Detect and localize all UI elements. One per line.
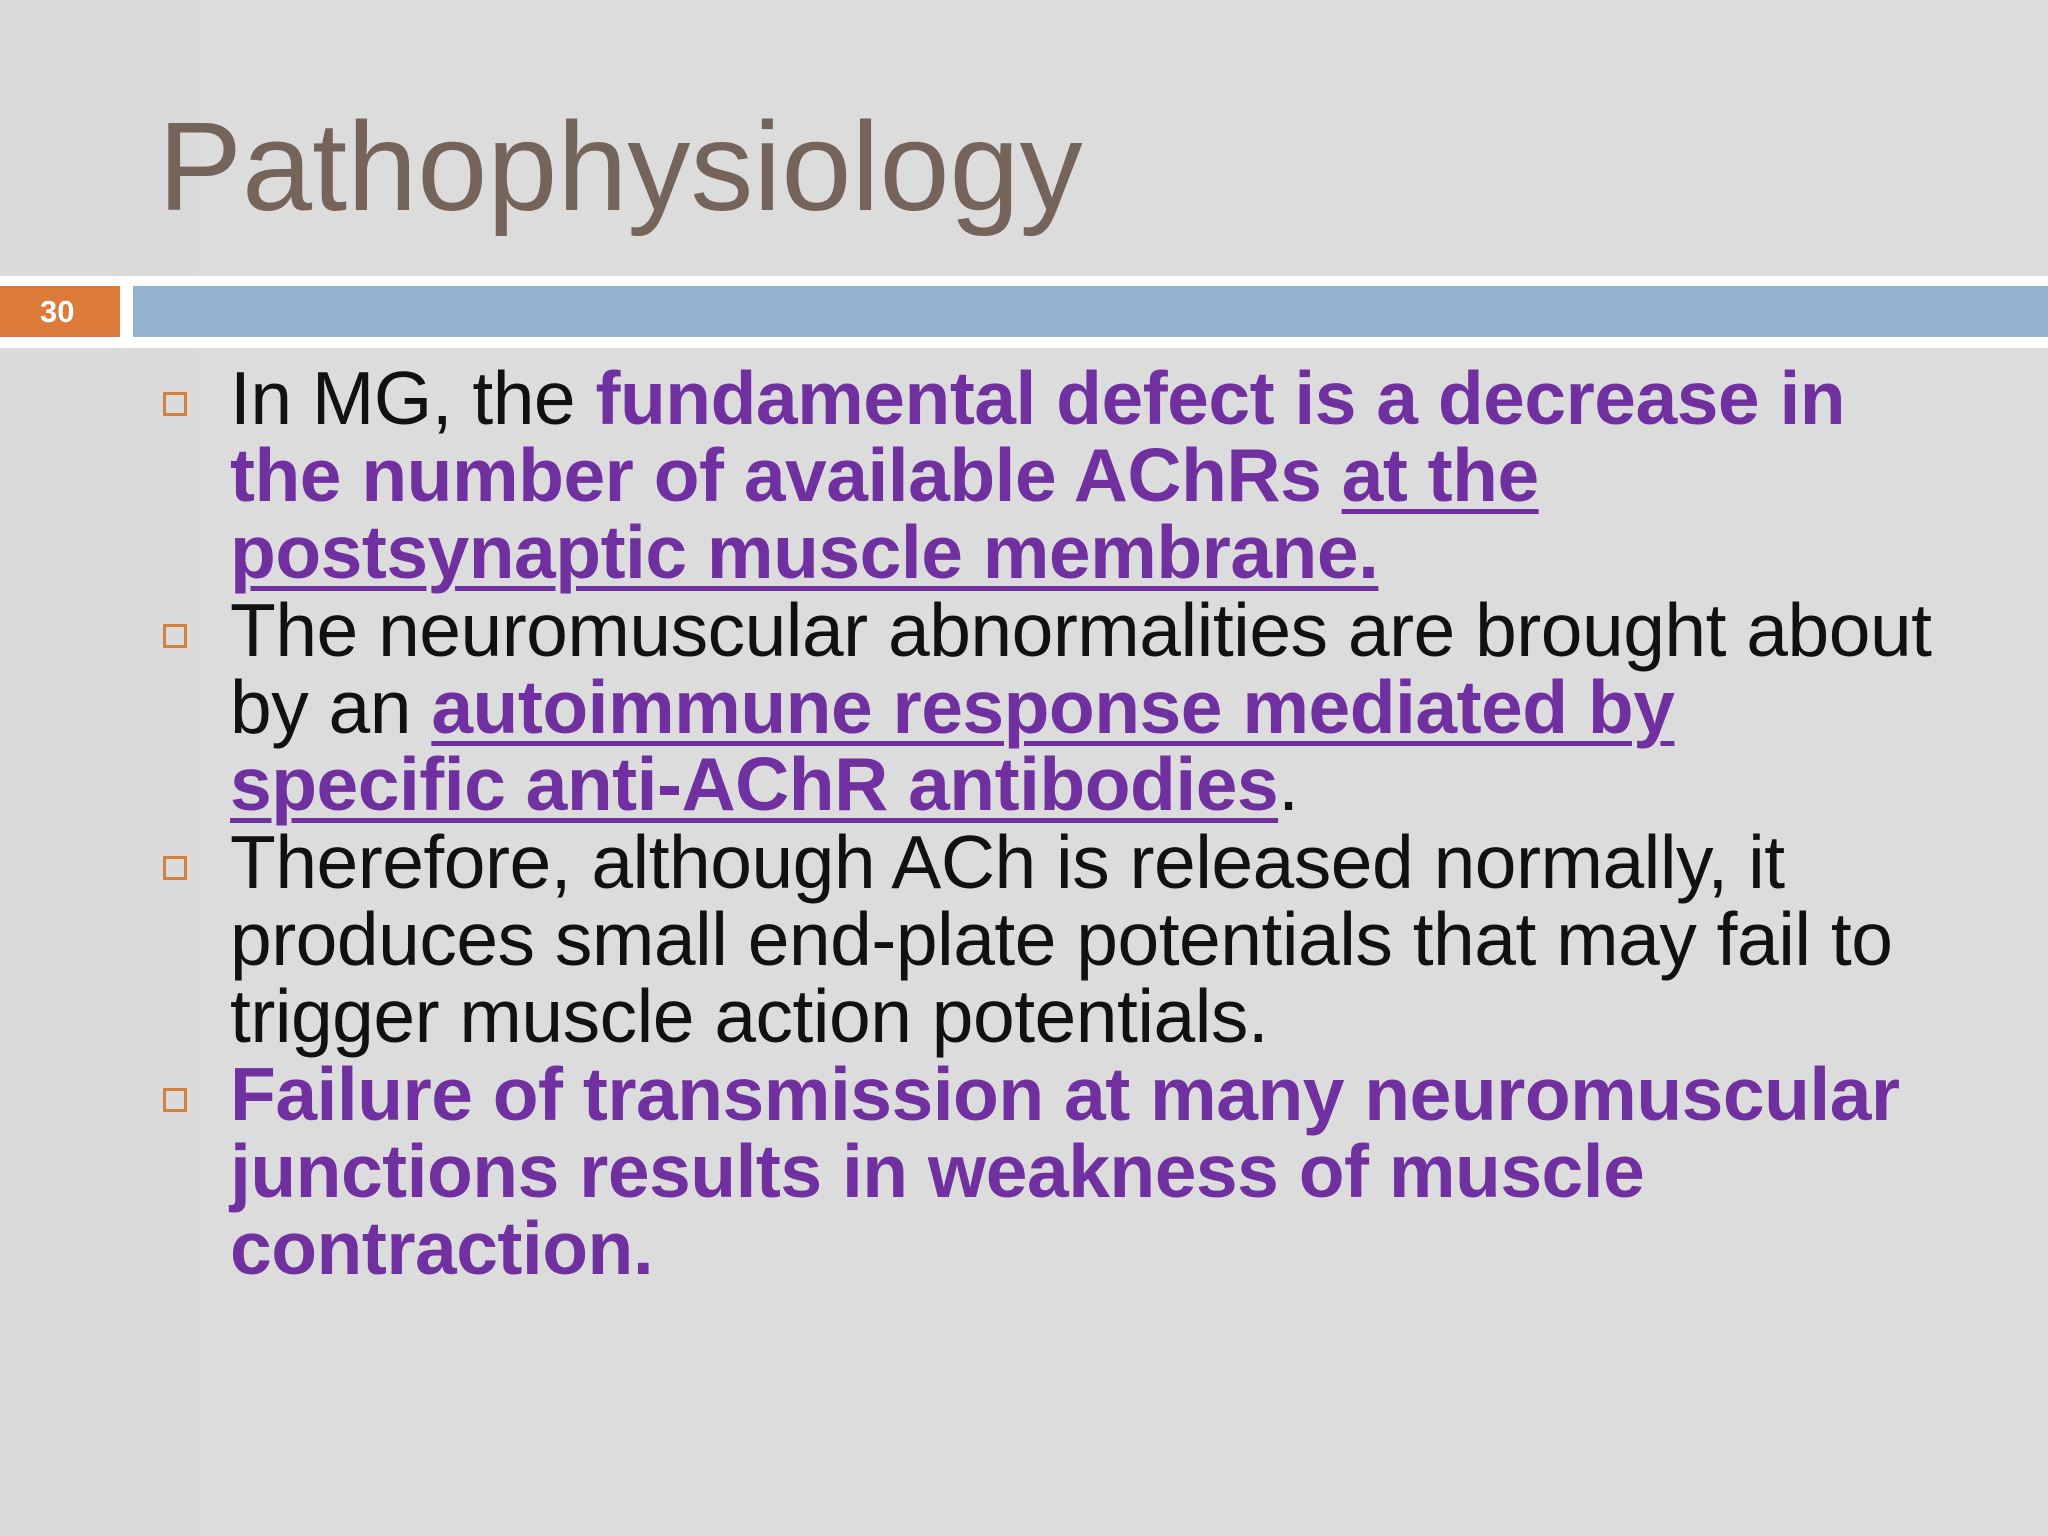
- bullet-underlined-highlight-text: at the postsynaptic muscle membrane.: [230, 433, 1539, 594]
- slide-number-badge: 30: [0, 286, 120, 337]
- bullet-item: [158, 588, 1958, 826]
- bullet-highlight-text: Failure of transmission at many neuromuscular junctions results in weakness of muscle contraction.: [230, 1052, 1900, 1290]
- bullet-text-ending: .: [1278, 742, 1299, 826]
- bullet-text: The neuromuscular abnormalities are brought about by an: [230, 588, 1932, 749]
- bullet-list: [158, 356, 1958, 1290]
- bullet-item: [158, 356, 1958, 594]
- bullet-underlined-highlight-text: autoimmune response mediated by specific anti-AChR antibodies: [230, 665, 1675, 826]
- bullet-highlight-text: fundamental defect is a decrease in the number of available AChRs: [230, 356, 1846, 517]
- accent-bar: [133, 286, 2048, 337]
- slide-title: Pathophysiology: [158, 96, 1083, 237]
- square-bullet-icon: [163, 392, 187, 416]
- bullet-text: In MG, the: [230, 356, 596, 440]
- bullet-item: [158, 1052, 1958, 1290]
- square-bullet-icon: [163, 856, 187, 880]
- square-bullet-icon: [163, 624, 187, 648]
- bullet-item: [158, 820, 1958, 1058]
- square-bullet-icon: [163, 1088, 187, 1112]
- bullet-text: Therefore, although ACh is released normally, it produces small end-plate potentials that may fail to trigger muscle action potentials.: [230, 820, 1893, 1058]
